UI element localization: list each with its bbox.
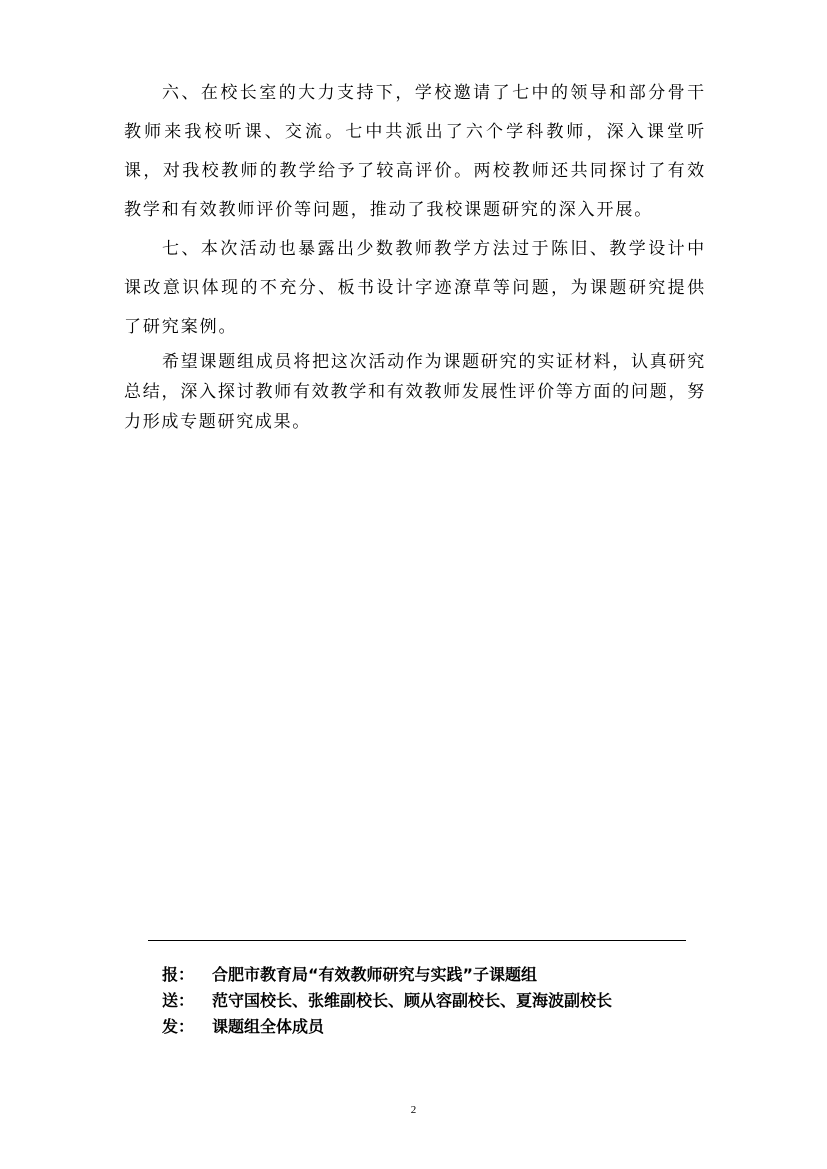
closing-paragraph: 希望课题组成员将把这次活动作为课题研究的实证材料，认真研究总结，深入探讨教师有效教学和有效教师发展性评价等方面的问题，努力形成专题研究成果。 <box>124 352 706 432</box>
report-value: 合肥市教育局“有效教师研究与实践”子课题组 <box>212 965 538 984</box>
paragraph-seven: 七、本次活动也暴露出少数教师教学方法过于陈旧、教学设计中课改意识体现的不充分、板书设计字迹潦草等问题，为课题研究提供了研究案例。 <box>124 239 706 337</box>
issue-label: 发： <box>162 1017 195 1036</box>
issue-value: 课题组全体成员 <box>212 1017 325 1036</box>
report-label: 报： <box>162 965 195 984</box>
send-value: 范守国校长、张维副校长、顾从容副校长、夏海波副校长 <box>212 991 613 1010</box>
paragraph-six: 六、在校长室的大力支持下，学校邀请了七中的领导和部分骨干教师来我校听课、交流。七中共派出了六个学科教师，深入课堂听课，对我校教师的教学给予了较高评价。两校教师还共同探讨了有效教学和有效教师评价等问题，推动了我校课题研究的深入开展。 <box>124 83 706 220</box>
page-number: 2 <box>410 1104 417 1116</box>
body-text <box>124 74 706 437</box>
distribution-row-issue <box>162 1014 722 1040</box>
distribution-divider <box>148 940 686 941</box>
send-label: 送： <box>162 991 195 1010</box>
distribution-list <box>162 962 722 1040</box>
distribution-row-report <box>162 962 722 988</box>
distribution-row-send <box>162 988 722 1014</box>
